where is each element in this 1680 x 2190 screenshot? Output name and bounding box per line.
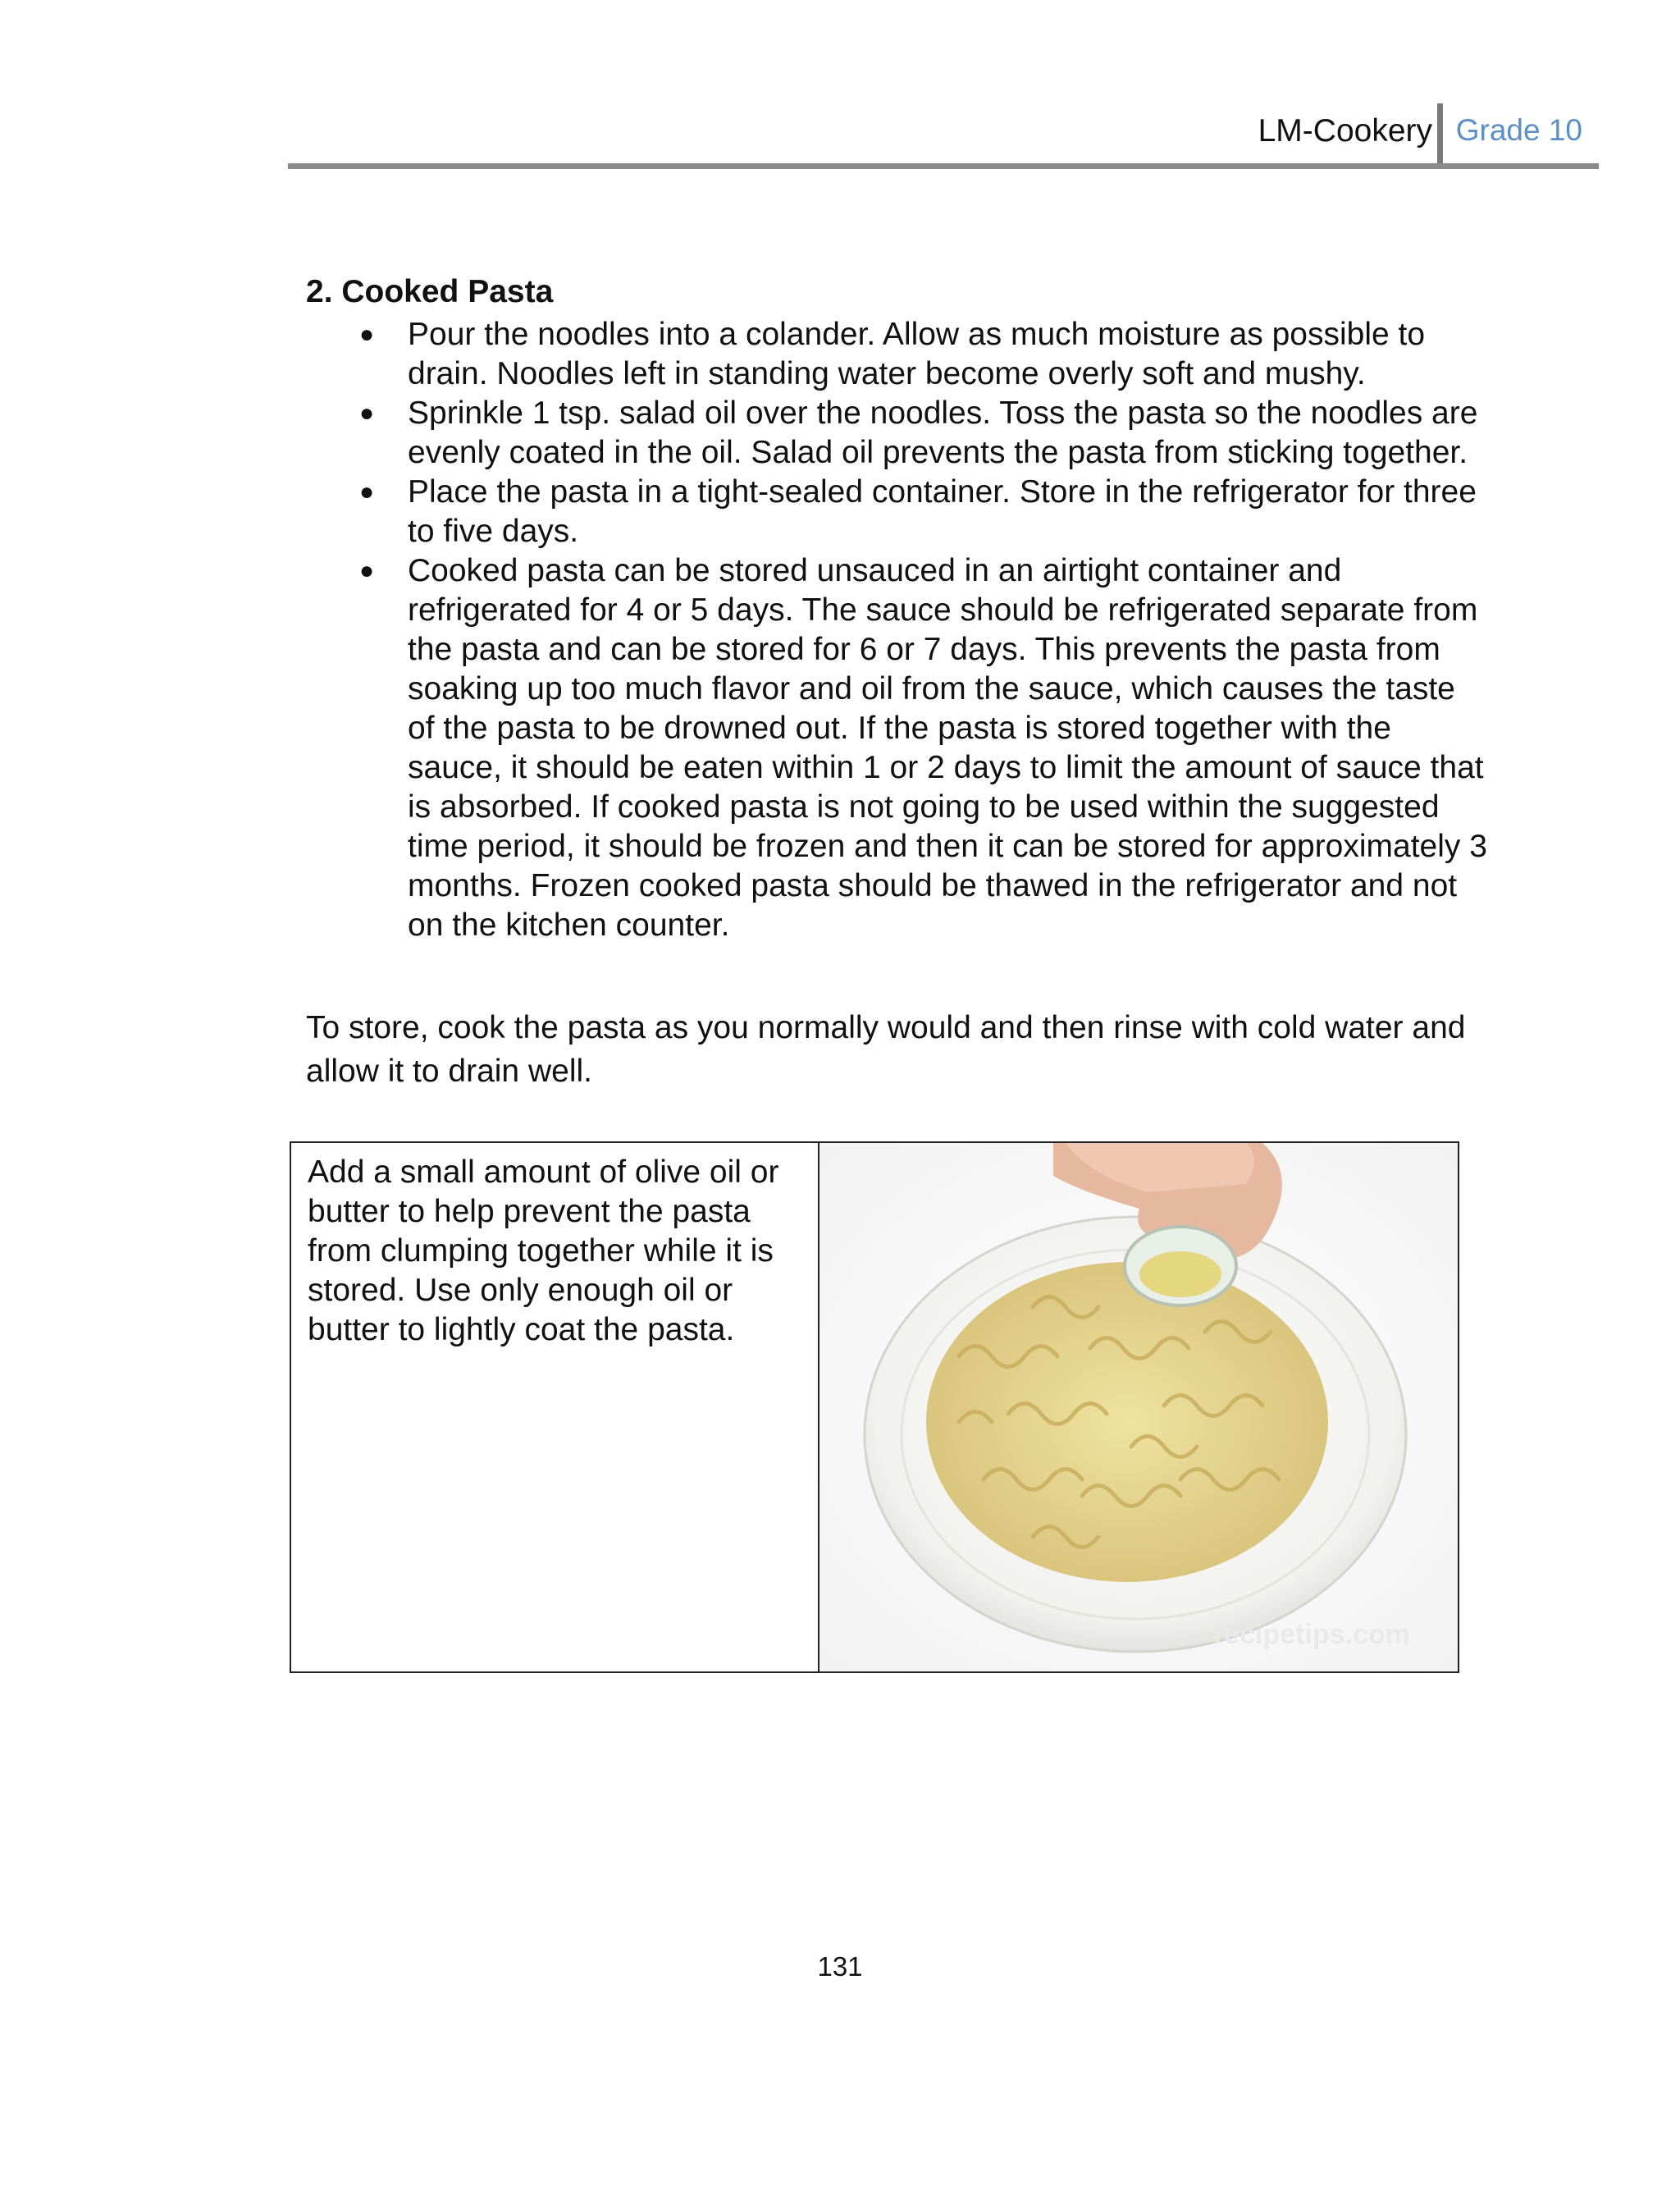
- list-item-text: Place the pasta in a tight-sealed container. Store in the refrigerator for three to five days.: [408, 474, 1477, 549]
- bullet-icon: ●: [359, 400, 375, 427]
- pasta-plate-image: [819, 1143, 1458, 1671]
- list-item-text: Cooked pasta can be stored unsauced in an airtight container and refrigerated for 4 or 5 days. The sauce should be refrigerated separate from the pasta and can be stored for 6 or 7 days. This prevents the pasta from soaking up too much flavor and oil from the sauce, which causes the taste of the pasta to be drowned out. If the pasta is stored together with the sauce, it should be eaten within 1 or 2 days to limit the amount of sauce that is absorbed. If cooked pasta is not going to be used within the suggested time period, it should be frozen and then it can be stored for approximately 3 months. Frozen cooked pasta should be thawed in the refrigerator and not on the kitchen counter.: [408, 553, 1487, 943]
- list-item: [306, 551, 1487, 945]
- bullet-icon: ●: [359, 557, 375, 584]
- image-watermark: recipetips.com: [1213, 1619, 1410, 1650]
- bullet-icon: ●: [359, 321, 375, 348]
- pasta-image-cell: [819, 1143, 1458, 1671]
- page-number: 131: [817, 1951, 863, 1982]
- header-divider: [1437, 103, 1443, 166]
- section-title: 2. Cooked Pasta: [306, 274, 554, 309]
- list-item-text: Pour the noodles into a colander. Allow as much moisture as possible to drain. Noodles left in standing water become overly soft and mushy.: [408, 317, 1426, 391]
- course-title: LM-Cookery: [1258, 113, 1432, 149]
- list-item-text: Sprinkle 1 tsp. salad oil over the noodles. Toss the pasta so the noodles are evenly coated in the oil. Salad oil prevents the pasta from sticking together.: [408, 395, 1478, 470]
- list-item: [306, 394, 1487, 473]
- list-item: [306, 315, 1487, 394]
- header-rule: [288, 163, 1599, 169]
- list-item: [306, 473, 1487, 551]
- page-header: [288, 98, 1599, 169]
- bullet-list: [306, 315, 1487, 945]
- grade-label: Grade 10: [1455, 113, 1582, 147]
- instruction-text-cell: Add a small amount of olive oil or butter to help prevent the pasta from clumping together while it is stored. Use only enough oil or butter to lightly coat the pasta.: [291, 1143, 819, 1671]
- storage-paragraph: To store, cook the pasta as you normally would and then rinse with cold water and allow it to drain well.: [306, 1010, 1466, 1089]
- bullet-icon: ●: [359, 478, 375, 505]
- instruction-table: [290, 1141, 1459, 1673]
- main-content: [306, 269, 1487, 1125]
